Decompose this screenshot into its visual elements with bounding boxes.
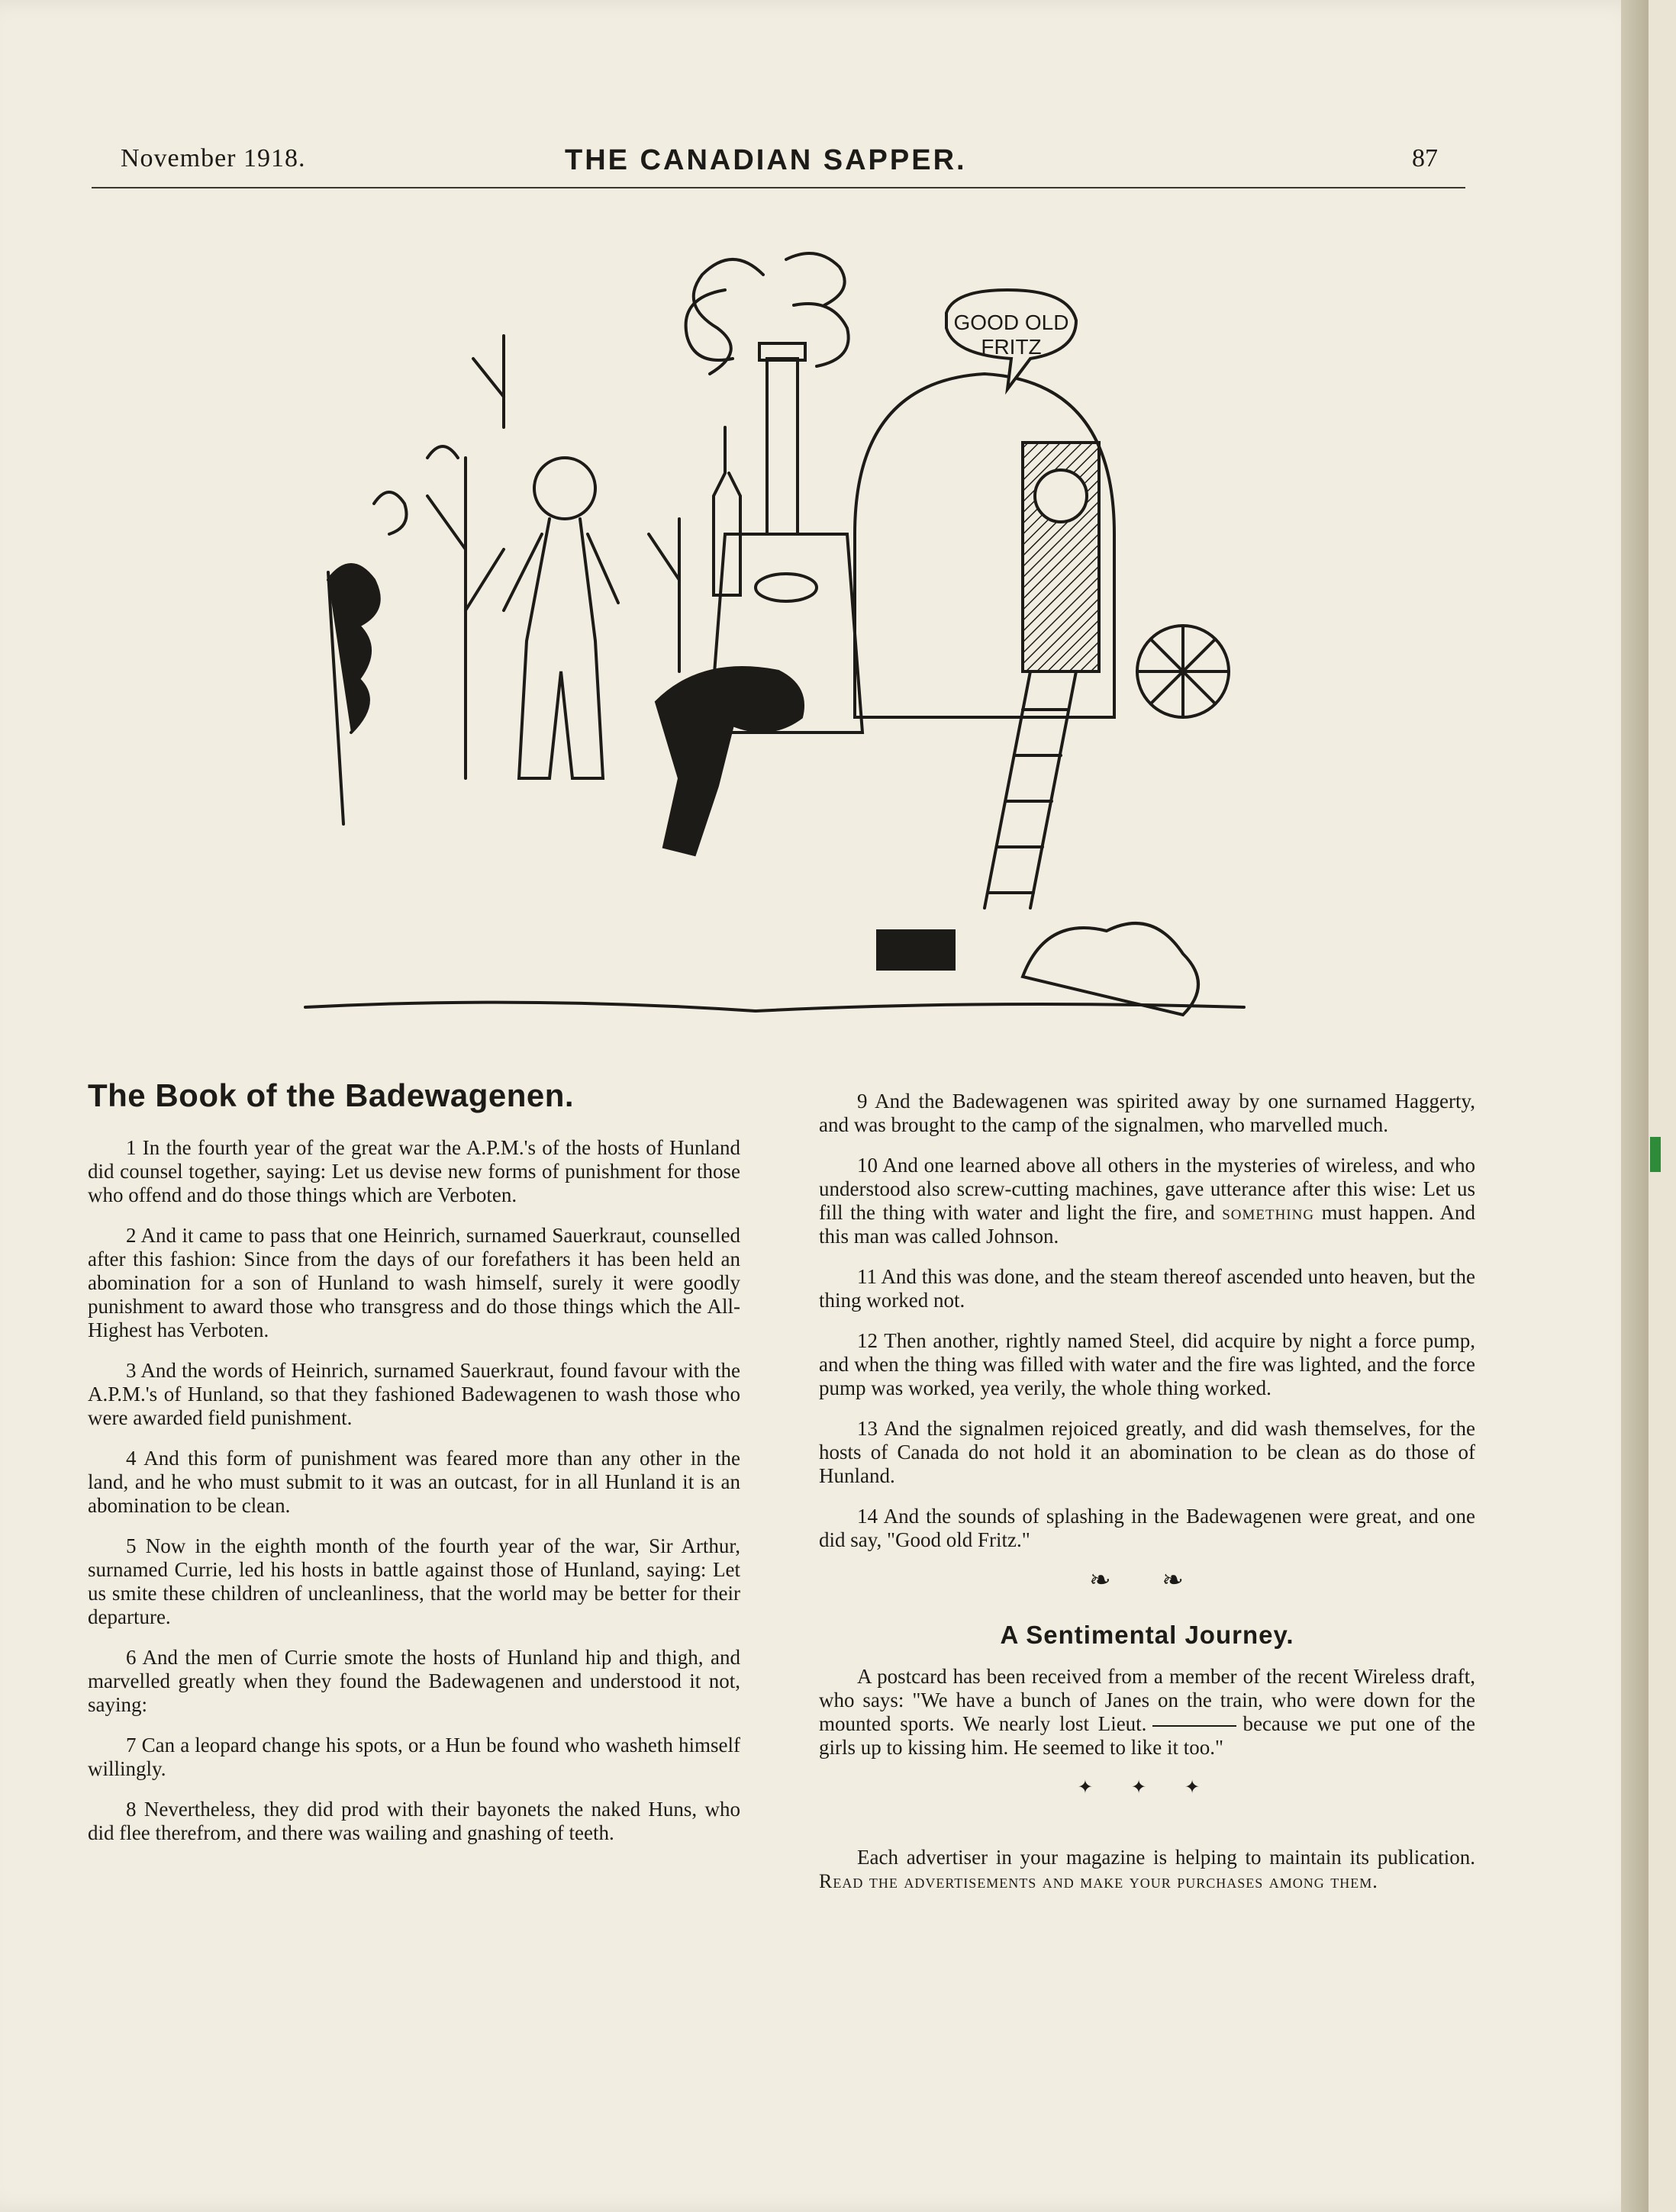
para10-caps: something [1222, 1201, 1315, 1224]
para10-before: 10 And one learned above all others in the mysteries of wireless, and who understood also screw-cutting machines, gave utterance after this wise: Let us fill the thing with water and light the fire, and [819, 1154, 1475, 1224]
redaction-dash [1152, 1725, 1236, 1727]
article-paragraph: 9 And the Badewagenen was spirited away by one surnamed Haggerty, and was brought to the camp of the signalmen, who marvelled much. [819, 1090, 1475, 1136]
left-column [88, 1077, 740, 1862]
article-paragraph: 5 Now in the eighth month of the fourth year of the war, Sir Arthur, surnamed Currie, led his hosts in battle against those of Hunland, saying: Let us smite these children of uncleanliness, that the world may be better for their departure. [88, 1534, 740, 1628]
leaf-ornament-icon: ❧ ❧ [1089, 1565, 1205, 1595]
article-title: The Book of the Badewagenen. [88, 1077, 575, 1113]
page-header [92, 141, 1465, 188]
sentimental-journey-title: A Sentimental Journey. [1000, 1621, 1294, 1649]
magazine-title: THE CANADIAN SAPPER. [565, 144, 967, 176]
issue-date: November 1918. [121, 144, 306, 172]
advertiser-note [819, 1846, 1475, 1893]
article-paragraph: 11 And this was done, and the steam thereof ascended unto heaven, but the thing worked not. [819, 1265, 1475, 1312]
sentimental-text-after: because we put one of the girls up to kissing him. He seemed to like it too." [819, 1712, 1475, 1759]
page-number: 87 [1412, 144, 1438, 172]
speech-bubble-line-2: FRITZ [981, 335, 1042, 359]
sentimental-journey-text [819, 1665, 1475, 1760]
star-ornament-icon: ✦ ✦ ✦ [1077, 1778, 1217, 1798]
article-paragraph: 4 And this form of punishment was feared more than any other in the land, and he who must submit to it was an outcast, for in all Hunland it is an abomination to be clean. [88, 1447, 740, 1517]
article-paragraph [819, 1154, 1475, 1248]
article-paragraph: 3 And the words of Heinrich, surnamed Sauerkraut, found favour with the A.P.M.'s of Hunland, so that they fashioned Badewagenen to wash those who were awarded field punishment. [88, 1359, 740, 1429]
article-paragraph: 7 Can a leopard change his spots, or a Hun be found who washeth himself willingly. [88, 1734, 740, 1780]
page-edge [1621, 0, 1649, 2212]
article-paragraph: 6 And the men of Currie smote the hosts of Hunland hip and thigh, and marvelled greatly when they found the Badewagenen and understood it not, saying: [88, 1646, 740, 1716]
right-column [819, 1090, 1475, 1910]
article-paragraph: 8 Nevertheless, they did prod with their bayonets the naked Huns, who did flee therefrom, and there was wailing and gnashing of teeth. [88, 1798, 740, 1844]
article-paragraph: 1 In the fourth year of the great war the A.P.M.'s of the hosts of Hunland did counsel together, saying: Let us devise new forms of punishment for those who offend and do those things which are Verboten. [88, 1136, 740, 1206]
sentimental-text-before: A postcard has been received from a member of the recent Wireless draft, who says: "We have a bunch of Janes on the train, who were down for the mounted sports. We nearly lost Lieut. [819, 1665, 1475, 1735]
speech-bubble-line-1: GOOD OLD [953, 311, 1069, 334]
bookmark-tab [1650, 1137, 1661, 1172]
advertiser-note-lead: Each advertiser in your magazine is helping to maintain its publication. [857, 1846, 1475, 1869]
article-paragraph: 13 And the signalmen rejoiced greatly, and did wash themselves, for the hosts of Canada do not hold it an abomination to be clean as do those of Hunland. [819, 1417, 1475, 1487]
advertiser-note-caps: Read the advertisements and make your purchases among them. [819, 1870, 1378, 1892]
article-paragraph: 14 And the sounds of splashing in the Badewagenen were great, and one did say, "Good old Fritz." [819, 1505, 1475, 1551]
para10-after: must happen. And this man was called Johnson. [819, 1201, 1475, 1248]
article-paragraph: 2 And it came to pass that one Heinrich, surnamed Sauerkraut, counselled after this fashion: Since from the days of our forefathers it has been held an abomination for a son of Hunland to wash himself, surely it were goodly punishment to award those who transgress and do those things which the All-Highest has Verboten. [88, 1224, 740, 1341]
article-paragraph: 12 Then another, rightly named Steel, did acquire by night a force pump, and when the thing was filled with water and the fire was lighted, and the force pump was worked, yea verily, the whole thing worked. [819, 1329, 1475, 1399]
cartoon-illustration [298, 244, 1259, 1030]
